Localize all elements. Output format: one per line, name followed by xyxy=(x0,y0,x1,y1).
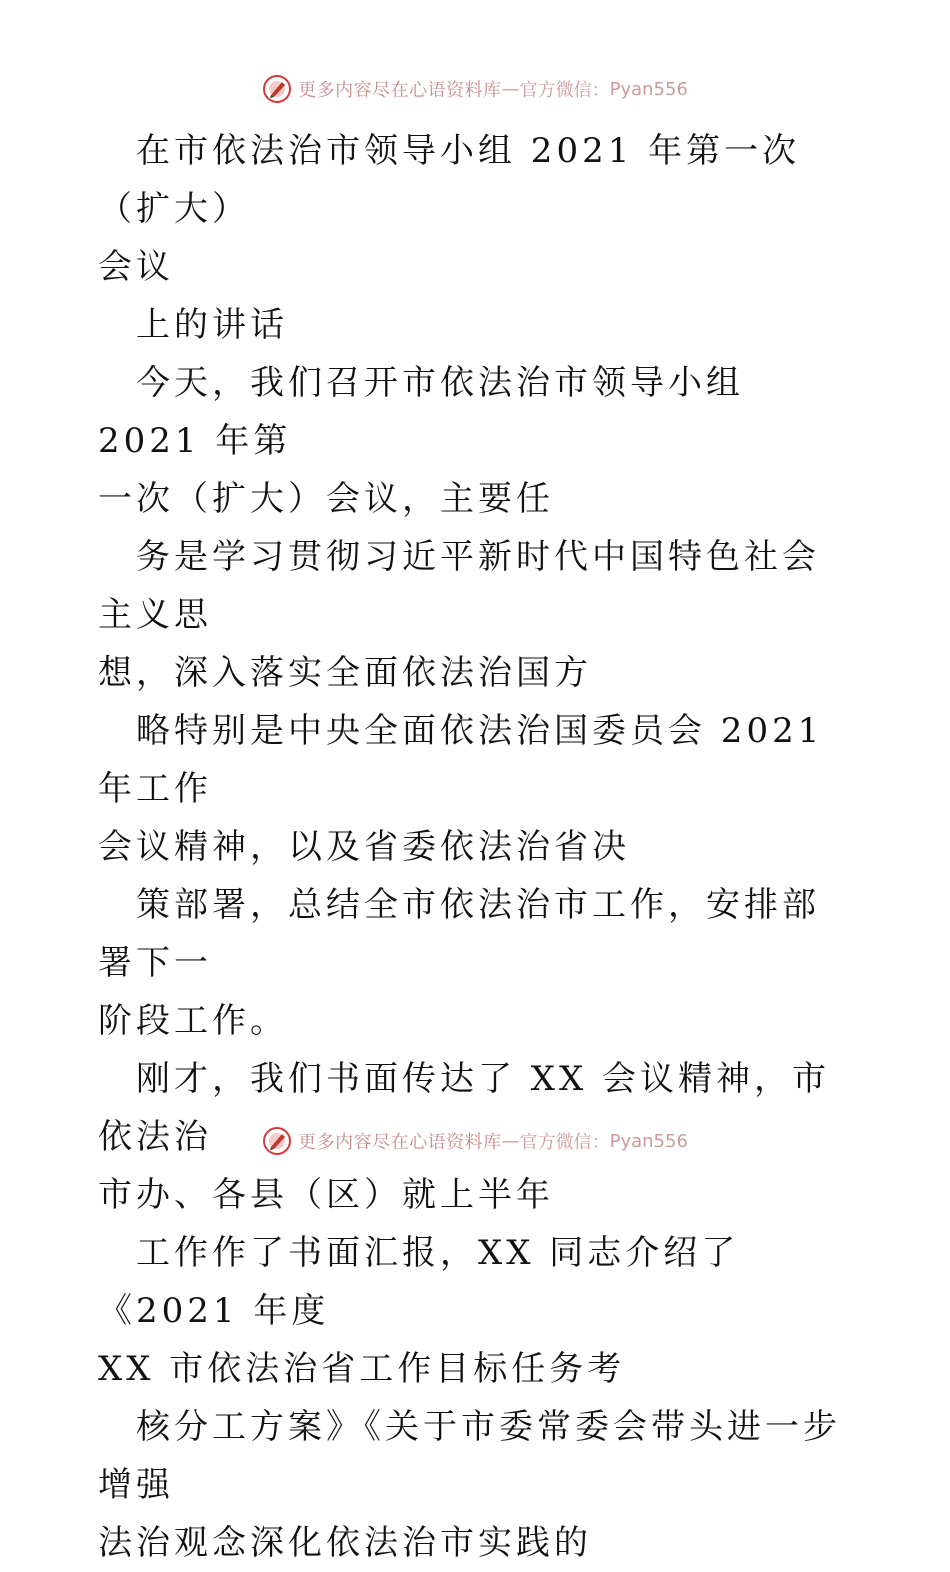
banner-official-label: 官方微信： xyxy=(519,80,610,101)
document-line: 会议精神，以及省委依法治省决 xyxy=(98,827,630,867)
document-line: 阶段工作。 xyxy=(98,1001,288,1041)
banner-dash: — xyxy=(501,78,520,100)
banner-official-label: 官方微信： xyxy=(519,1132,610,1153)
document-line: 今天，我们召开市依法治市领导小组 2021 年第 xyxy=(98,363,759,461)
header-watermark-banner xyxy=(0,72,950,106)
document-line: 刚才，我们书面传达了 XX 会议精神，市依法治 xyxy=(98,1059,831,1157)
banner-wechat-id: Pyan556 xyxy=(609,78,688,100)
document-body xyxy=(98,122,850,1572)
document-line: 核分工方案》《关于市委常委会带头进一步增强 xyxy=(98,1407,841,1505)
footer-watermark-banner xyxy=(0,1124,950,1158)
banner-main-text: 更多内容尽在心语资料库 xyxy=(298,80,502,101)
pen-circle-logo-icon xyxy=(262,1126,292,1156)
document-line: 想，深入落实全面依法治国方 xyxy=(98,653,592,693)
banner-wechat-id: Pyan556 xyxy=(609,1130,688,1152)
document-line: 略特别是中央全面依法治国委员会 2021 年工作 xyxy=(98,711,839,809)
document-line: 一次（扩大）会议，主要任 xyxy=(98,479,554,519)
document-line: XX 市依法治省工作目标任务考 xyxy=(98,1349,626,1389)
document-line: 市办、各县（区）就上半年 xyxy=(98,1175,554,1215)
document-line: 工作作了书面汇报，XX 同志介绍了《2021 年度 xyxy=(98,1233,740,1331)
document-line: 务是学习贯彻习近平新时代中国特色社会主义思 xyxy=(98,537,820,635)
banner-dash: — xyxy=(501,1130,520,1152)
banner-main-text: 更多内容尽在心语资料库 xyxy=(298,1132,502,1153)
pen-circle-logo-icon xyxy=(262,74,292,104)
document-line: 会议 xyxy=(98,247,174,287)
document-line: 在市依法治市领导小组 2021 年第一次（扩大） xyxy=(98,131,801,229)
document-line: 法治观念深化依法治市实践的 xyxy=(98,1523,592,1563)
document-line: 上的讲话 xyxy=(136,305,288,345)
document-line: 策部署，总结全市依法治市工作，安排部署下一 xyxy=(98,885,820,983)
